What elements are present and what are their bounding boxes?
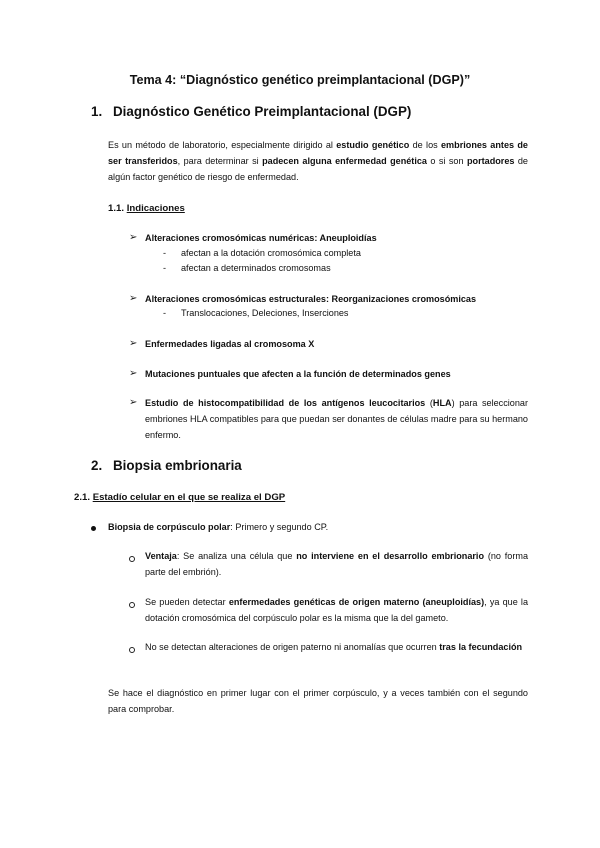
point-advantage (145, 548, 528, 580)
circle-bullet-icon (129, 556, 135, 562)
subsection-2-1-number: 2.1. (74, 492, 91, 503)
polar-body-biopsy-bold: Biopsia de corpúsculo polar (108, 522, 231, 532)
arrow-bullet-icon: ➢ (129, 232, 138, 243)
indication-4: Mutaciones puntuales que afecten a la función de determinados genes (145, 369, 451, 379)
point-1-bold-2: no interviene en el desarrollo embrionario (296, 551, 485, 561)
subsection-2-1-title: Estadío celular en el que se realiza el DGP (92, 492, 286, 503)
indication-5 (145, 395, 528, 443)
indication-1-detail-b: afectan a determinados cromosomas (181, 263, 331, 273)
point-1-text-1: : Se analiza una célula que (176, 551, 297, 561)
intro-text-4: o si son (426, 156, 467, 166)
arrow-bullet-icon: ➢ (129, 368, 138, 379)
point-paternal-limits (145, 639, 528, 655)
intro-text-1: Es un método de laboratorio, especialmente dirigido al (108, 140, 337, 150)
closing-paragraph: Se hace el diagnóstico en primer lugar con el primer corpúsculo, y a veces también con el segundo para comprobar. (108, 688, 528, 714)
indication-3: Enfermedades ligadas al cromosoma X (145, 339, 315, 349)
intro-text-3: , para determinar si (177, 156, 263, 166)
subsection-1-1-heading (108, 203, 185, 214)
dash-bullet-icon: - (163, 248, 167, 258)
indication-2-detail-a: Translocaciones, Deleciones, Inserciones (181, 308, 349, 318)
bullet-dot-icon (91, 526, 96, 531)
subsection-1-1-number: 1.1. (108, 203, 125, 214)
circle-bullet-icon (129, 647, 135, 653)
dash-bullet-icon: - (163, 308, 167, 318)
subsection-2-1-heading (74, 492, 285, 503)
indication-5-bold-1: Estudio de histocompatibilidad de los antígenos leucocitarios (145, 398, 426, 408)
intro-bold-1: estudio genético (336, 140, 410, 150)
point-2-text-1: Se pueden detectar (145, 597, 229, 607)
arrow-bullet-icon: ➢ (129, 338, 138, 349)
point-3-text-1: No se detectan alteraciones de origen paterno ni anomalías que ocurren (145, 642, 440, 652)
dash-bullet-icon: - (163, 263, 167, 273)
intro-bold-2: embriones antes de ser transferidos (108, 140, 528, 166)
point-1-text-2: (no forma parte del embrión). (145, 551, 529, 577)
indication-1-detail-a: afectan a la dotación cromosómica completa (181, 248, 361, 258)
intro-bold-3: padecen alguna enfermedad genética (262, 156, 427, 166)
point-3-bold-1: tras la fecundación (439, 642, 523, 652)
section-2-heading (91, 458, 242, 473)
point-maternal-disorders (145, 594, 528, 626)
polar-body-biopsy (108, 522, 328, 532)
arrow-bullet-icon: ➢ (129, 293, 138, 304)
indication-1: Alteraciones cromosómicas numéricas: Aneuploidías (145, 233, 377, 243)
arrow-bullet-icon: ➢ (129, 397, 138, 408)
indication-5-bold-2: HLA (432, 398, 452, 408)
document-title: Tema 4: “Diagnóstico genético preimplantacional (DGP)” (129, 73, 471, 87)
point-1-bold-1: Ventaja (145, 551, 177, 561)
intro-text-5: de algún factor genético de riesgo de enfermedad. (108, 156, 528, 182)
subsection-1-1-title: Indicaciones (126, 203, 185, 214)
intro-text-2: de los (409, 140, 441, 150)
indication-5-text-1: ( (425, 398, 433, 408)
intro-bold-4: portadores (466, 156, 515, 166)
circle-bullet-icon (129, 602, 135, 608)
polar-body-biopsy-text: : Primero y segundo CP. (230, 522, 329, 532)
section-1-heading (91, 104, 411, 119)
section-2-number: 2. (91, 458, 103, 473)
indication-5-text-2: ) para seleccionar embriones HLA compatibles para que puedan ser donantes de células madre para su hermano enfermo. (145, 398, 528, 440)
intro-paragraph (108, 137, 528, 185)
point-2-text-2: , ya que la dotación cromosómica del corpúsculo polar es la misma que la del gameto. (145, 597, 528, 623)
section-1-title: Diagnóstico Genético Preimplantacional (DGP) (113, 104, 412, 119)
section-2-title: Biopsia embrionaria (113, 458, 242, 473)
indication-2: Alteraciones cromosómicas estructurales: Reorganizaciones cromosómicas (145, 294, 477, 304)
section-1-number: 1. (91, 104, 103, 119)
point-2-bold-1: enfermedades genéticas de origen materno (aneuploidías) (228, 597, 485, 607)
